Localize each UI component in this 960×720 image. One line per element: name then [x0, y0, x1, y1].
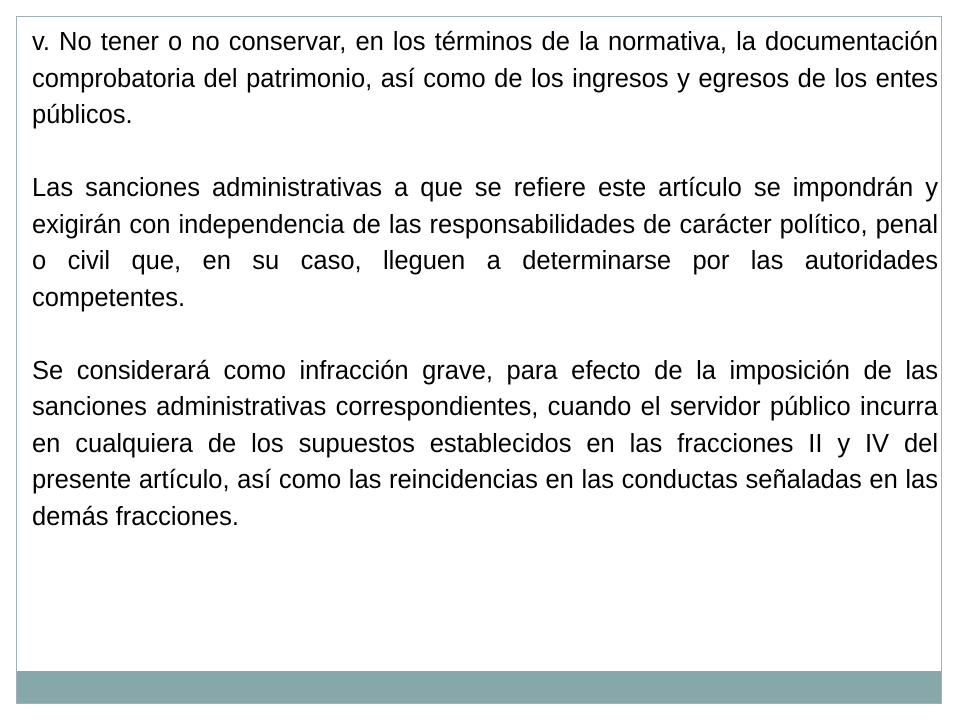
- paragraph-serious-infraction: Se considerará como infracción grave, para efecto de la imposición de las sanciones administrativas correspondientes, cuando el servidor público incurra en cualquiera de los supuestos establecidos en las fracciones II y IV del presente artículo, así como las reincidencias en las conductas señaladas en las demás fracciones.: [32, 356, 938, 531]
- footer-bar: [17, 671, 941, 703]
- paragraph-fraction-v: v. No tener o no conservar, en los términos de la normativa, la documentación comprobatoria del patrimonio, así como de los ingresos y egresos de los entes públicos.: [32, 28, 938, 129]
- slide-body: [32, 24, 938, 535]
- paragraph-sanctions: Las sanciones administrativas a que se refiere este artículo se impondrán y exigirán con independencia de las responsabilidades de carácter político, penal o civil que, en su caso, lleguen a determinarse por las autoridades competentes.: [32, 174, 938, 312]
